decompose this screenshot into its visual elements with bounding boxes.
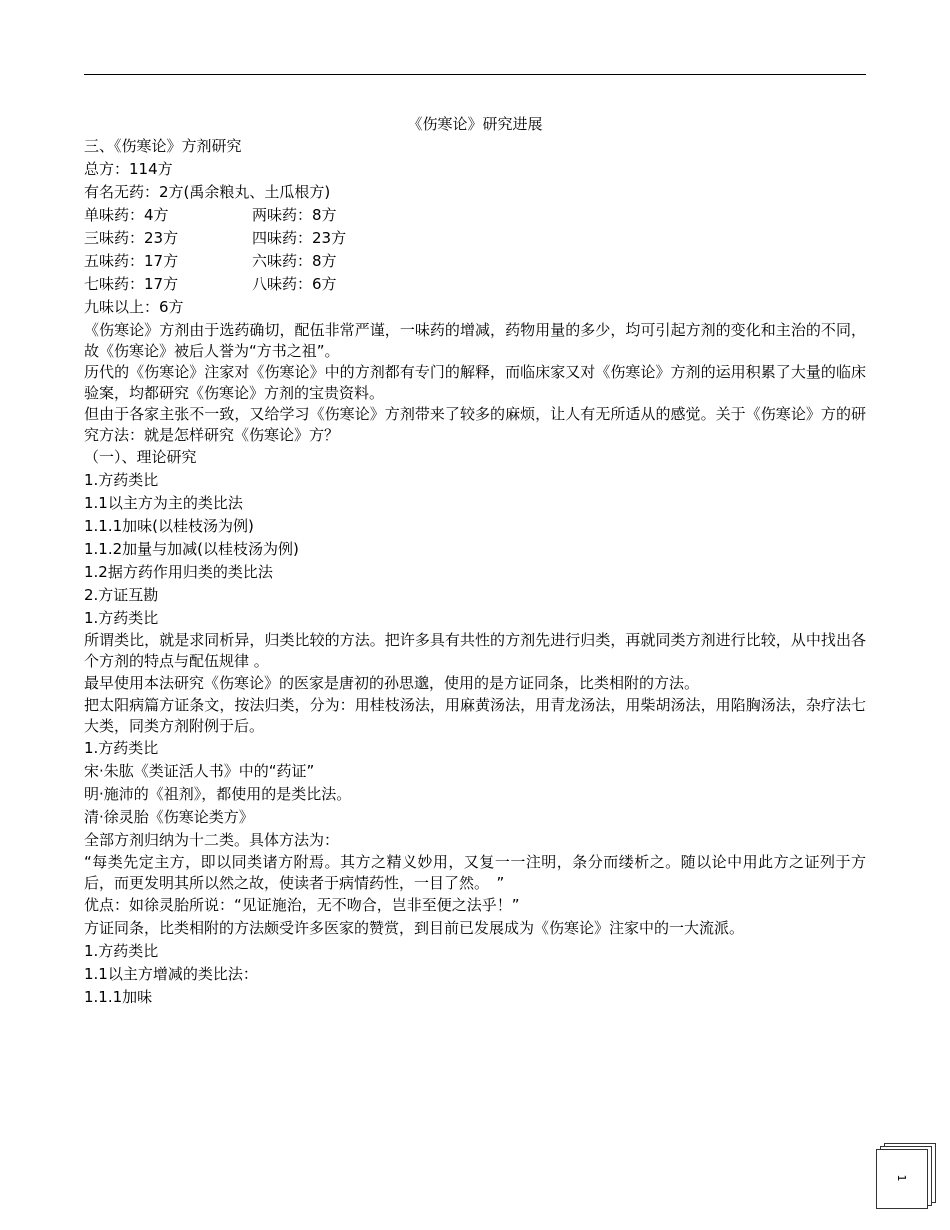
paragraph: 历代的《伤寒论》注家对《伤寒论》中的方剂都有专门的解释，而临床家又对《伤寒论》方剂的运用积累了大量的临床验案，均都研究《伤寒论》方剂的宝贵资料。 (84, 363, 866, 402)
text-line: 最早使用本法研究《伤寒论》的医家是唐初的孙思邈，使用的是方证同条，比类相附的方法。 (84, 674, 700, 692)
paragraph: 但由于各家主张不一致，又给学习《伤寒论》方剂带来了较多的麻烦，让人有无所适从的感觉。关于《伤寒论》方的研究方法：就是怎样研究《伤寒论》方？ (84, 405, 866, 444)
count-row (84, 204, 866, 227)
outline-item: 1.1.1加味 (84, 988, 153, 1006)
document-body (84, 135, 866, 1009)
paragraph: 《伤寒论》方剂由于选药确切，配伍非常严谨，一味药的增减，药物用量的多少，均可引起方剂的变化和主治的不同，故《伤寒论》被后人誉为“方书之祖”。 (84, 321, 866, 360)
text-line: 优点：如徐灵胎所说：“见证施治，无不吻合，岂非至便之法乎！” (84, 896, 520, 914)
outline-item: 1.方药类比 (84, 471, 159, 489)
count-nine-plus: 九味以上：6方 (84, 298, 184, 316)
count-right: 八味药：6方 (252, 275, 337, 293)
text-line: 方证同条，比类相附的方法颇受许多医家的赞赏，到目前已发展成为《伤寒论》注家中的一大流派。 (84, 919, 745, 937)
outline-item: 1.1.1加味(以桂枝汤为例) (84, 517, 254, 535)
outline-item: 1.2据方药作用归类的类比法 (84, 563, 273, 581)
count-left: 七味药：17方 (84, 275, 179, 293)
text-line: 全部方剂归纳为十二类。具体方法为： (84, 831, 340, 849)
quote-paragraph: “每类先定主方，即以同类诸方附焉。其方之精义妙用，又复一一注明，条分而缕析之。随以论中用此方之证列于方后，而更发明其所以然之故，使读者于病情药性，一目了然。 ” (84, 853, 866, 892)
outline-item: 1.1以主方增减的类比法： (84, 965, 258, 983)
document-title: 《伤寒论》研究进展 (407, 115, 543, 133)
header-rule (84, 74, 866, 75)
count-right: 四味药：23方 (252, 229, 347, 247)
count-left: 单味药：4方 (84, 206, 169, 224)
text-line: 1.方药类比 (84, 739, 159, 757)
outline-item: 1.1以主方为主的类比法 (84, 494, 243, 512)
outline-item: 1.方药类比 (84, 942, 159, 960)
count-left: 三味药：23方 (84, 229, 179, 247)
outline-item: 2.方证互勘 (84, 586, 159, 604)
paragraph: 把太阳病篇方证条文，按法归类，分为：用桂枝汤法，用麻黄汤法，用青龙汤法，用柴胡汤法，用陷胸汤法，杂疗法七大类，同类方剂附例于后。 (84, 696, 866, 735)
count-right: 两味药：8方 (252, 206, 337, 224)
section-heading: 三、《伤寒论》方剂研究 (84, 137, 242, 155)
outline-item: 1.方药类比 (84, 609, 159, 627)
count-row (84, 227, 866, 250)
count-row (84, 273, 866, 296)
outline-item: （一）、理论研究 (84, 448, 197, 466)
named-no-herbs: 有名无药：2方(禹余粮丸、土瓜根方) (84, 183, 331, 201)
total-formulas: 总方：114方 (84, 160, 173, 178)
page-number-badge (876, 1143, 936, 1209)
count-left: 五味药：17方 (84, 252, 179, 270)
paragraph: 所谓类比，就是求同析异，归类比较的方法。把许多具有共性的方剂先进行归类，再就同类方剂进行比较，从中找出各个方剂的特点与配伍规律 。 (84, 631, 866, 670)
outline-item: 1.1.2加量与加减(以桂枝汤为例) (84, 540, 299, 558)
count-row (84, 250, 866, 273)
text-line: 清·徐灵胎《伤寒论类方》 (84, 808, 254, 826)
text-line: 宋·朱肱《类证活人书》中的“药证” (84, 762, 315, 780)
text-line: 明·施沛的《祖剂》，都使用的是类比法。 (84, 785, 352, 803)
count-right: 六味药：8方 (252, 252, 337, 270)
page-number: 1 (895, 1174, 908, 1182)
